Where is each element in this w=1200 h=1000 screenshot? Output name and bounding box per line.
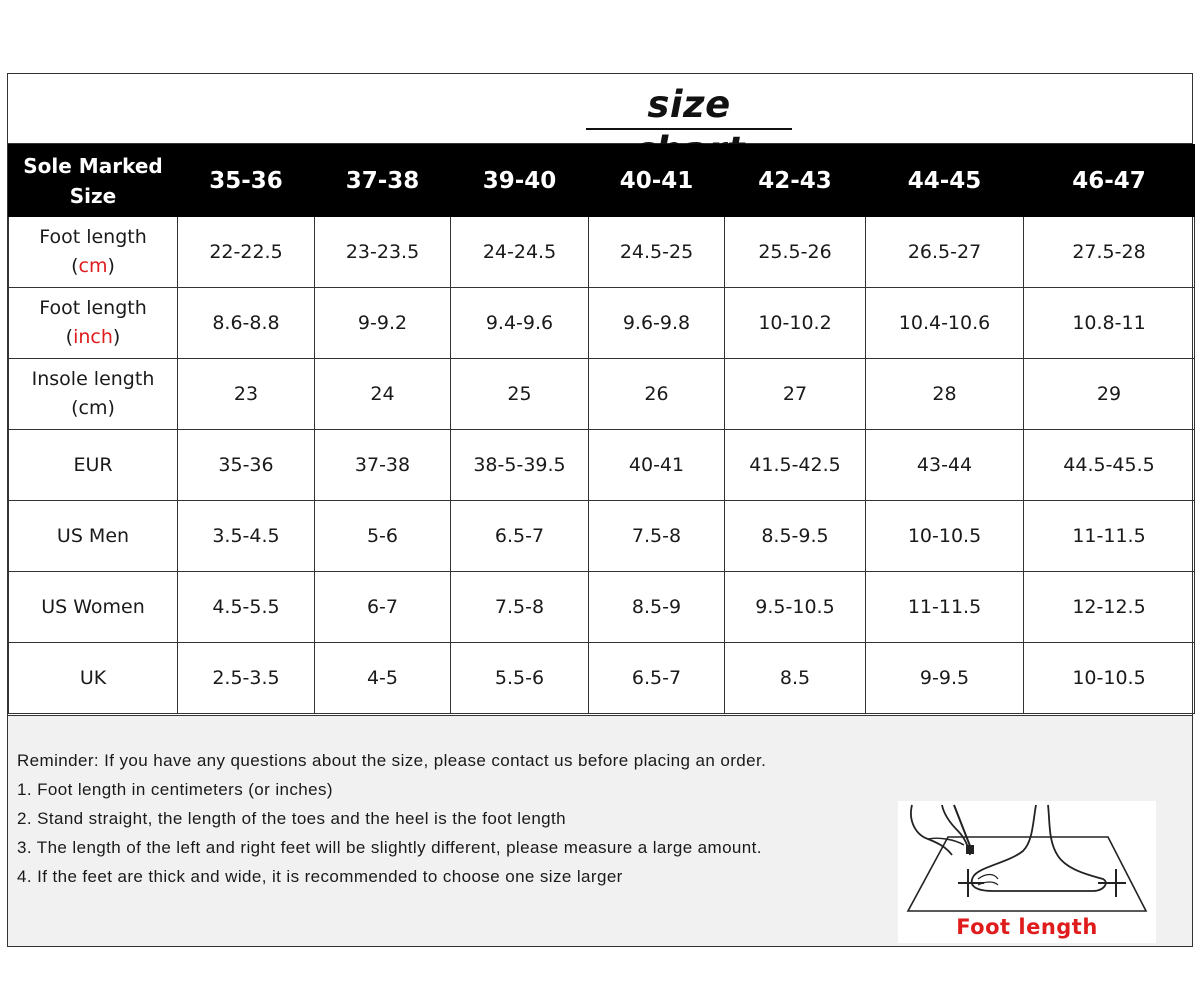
table-cell: 9.6-9.8 [589,288,725,359]
row-label-text: Insole length [31,368,155,390]
row-label-paren-close: ) [107,397,115,419]
column-header: 40-41 [589,145,725,217]
column-header: 35-36 [178,145,315,217]
table-cell: 10.8-11 [1024,288,1195,359]
table-cell: 27.5-28 [1024,217,1195,288]
table-cell: 3.5-4.5 [178,501,315,572]
table-row [9,288,1195,359]
row-label-text: US Men [56,524,130,547]
size-chart-frame [7,73,1193,947]
table-cell: 24-24.5 [451,217,589,288]
row-label-text: EUR [73,453,113,476]
column-header: 42-43 [725,145,866,217]
row-label-unit: cm [78,397,108,419]
row-label-text: US Women [41,595,145,618]
notes-panel [8,715,1192,946]
table-cell: 10-10.5 [1024,643,1195,714]
header-row [9,145,1195,217]
note-item: 1. Foot length in centimeters (or inches) [17,780,333,799]
row-label-paren-open: ( [71,397,79,419]
row-label-paren-close: ) [112,326,121,348]
table-cell: 10-10.2 [725,288,866,359]
table-cell: 25.5-26 [725,217,866,288]
table-cell: 4.5-5.5 [178,572,315,643]
reminder-text: Reminder: If you have any questions about the size, please contact us before placing an order. [17,751,767,770]
note-item: 4. If the feet are thick and wide, it is recommended to choose one size larger [17,867,623,886]
table-cell: 9.5-10.5 [725,572,866,643]
table-cell: 23-23.5 [315,217,451,288]
note-item: 2. Stand straight, the length of the toes and the heel is the foot length [17,809,567,828]
table-row [9,217,1195,288]
column-header: 39-40 [451,145,589,217]
note-item: 3. The length of the left and right feet will be slightly different, please measure a large amount. [17,838,762,857]
table-cell: 8.5-9.5 [725,501,866,572]
row-label-unit: inch [73,326,113,348]
foot-measure-figure [898,801,1156,943]
table-cell: 25 [451,359,589,430]
table-row [9,572,1195,643]
table-cell: 6.5-7 [451,501,589,572]
row-label-text: UK [79,666,107,689]
row-label-text: Foot length [39,226,147,248]
page-title: size [586,82,792,130]
table-cell: 8.5-9 [589,572,725,643]
table-cell: 8.6-8.8 [178,288,315,359]
table-cell: 9-9.5 [866,643,1024,714]
column-header: 46-47 [1024,145,1195,217]
notes-list [17,746,897,891]
table-cell: 5-6 [315,501,451,572]
table-cell: 4-5 [315,643,451,714]
table-cell: 12-12.5 [1024,572,1195,643]
table-row [9,501,1195,572]
table-cell: 6.5-7 [589,643,725,714]
table-cell: 29 [1024,359,1195,430]
table-cell: 37-38 [315,430,451,501]
row-label-paren-close: ) [107,255,115,277]
title-band [8,74,1192,144]
table-cell: 41.5-42.5 [725,430,866,501]
row-label [9,572,178,643]
table-cell: 11-11.5 [866,572,1024,643]
table-cell: 38-5-39.5 [451,430,589,501]
table-row [9,359,1195,430]
row-label [9,217,178,288]
table-cell: 11-11.5 [1024,501,1195,572]
table-cell: 43-44 [866,430,1024,501]
row-label [9,288,178,359]
table-cell: 24.5-25 [589,217,725,288]
size-table [8,144,1195,714]
table-row [9,430,1195,501]
table-cell: 24 [315,359,451,430]
table-body [9,217,1195,714]
table-cell: 9.4-9.6 [451,288,589,359]
row-label [9,643,178,714]
table-cell: 44.5-45.5 [1024,430,1195,501]
table-row [9,643,1195,714]
column-header: 37-38 [315,145,451,217]
table-cell: 40-41 [589,430,725,501]
table-cell: 28 [866,359,1024,430]
table-cell: 2.5-3.5 [178,643,315,714]
table-cell: 7.5-8 [451,572,589,643]
row-label [9,501,178,572]
table-cell: 23 [178,359,315,430]
row-label-paren-open: ( [71,255,79,277]
row-label [9,359,178,430]
row-label-unit: cm [78,255,108,277]
table-cell: 7.5-8 [589,501,725,572]
table-cell: 8.5 [725,643,866,714]
table-cell: 9-9.2 [315,288,451,359]
row-label-paren-open: ( [65,326,74,348]
corner-label: Sole Marked Size [9,145,178,217]
table-cell: 22-22.5 [178,217,315,288]
table-cell: 27 [725,359,866,430]
foot-length-caption: Foot length [956,915,1098,939]
table-cell: 26.5-27 [866,217,1024,288]
table-cell: 10.4-10.6 [866,288,1024,359]
row-label [9,430,178,501]
table-cell: 35-36 [178,430,315,501]
table-cell: 5.5-6 [451,643,589,714]
row-label-text: Foot length [39,297,147,319]
column-header: 44-45 [866,145,1024,217]
table-cell: 10-10.5 [866,501,1024,572]
table-cell: 6-7 [315,572,451,643]
table-cell: 26 [589,359,725,430]
